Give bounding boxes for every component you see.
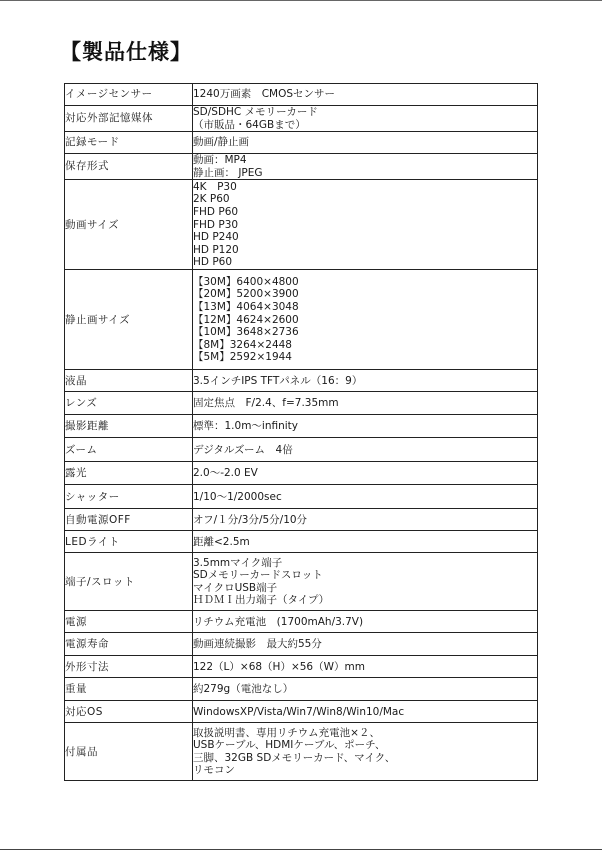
spec-label: 電源 [65,611,193,633]
spec-value-line: 三脚、32GB SDメモリーカード、マイク、 [193,751,396,764]
spec-value [193,84,538,106]
spec-label: レンズ [65,392,193,415]
spec-value [193,509,538,531]
spec-value-line: 約279g（電池なし） [193,683,294,696]
spec-row [65,509,538,531]
spec-value-line: 【10M】3648×2736 [193,326,299,339]
spec-label: 重量 [65,678,193,701]
spec-value-line: FHD P30 [193,218,239,231]
spec-row [65,180,538,270]
spec-value [193,415,538,438]
spec-value-line: 2K P60 [193,193,230,206]
spec-value [193,611,538,633]
spec-label: 対応OS [65,701,193,723]
spec-value [193,531,538,553]
spec-value-line: 3.5インチIPS TFTパネル（16：9） [193,374,363,387]
spec-value-line: 標準：1.0m〜infinity [193,420,299,433]
spec-value-line: 【30M】6400×4800 [193,275,299,288]
bottom-border-line [0,849,602,850]
spec-row [65,485,538,509]
spec-value-line: 固定焦点 F/2.4、f=7.35mm [193,397,339,410]
spec-label: LEDライト [65,531,193,553]
spec-value-line: 1/10〜1/2000sec [193,490,282,503]
spec-row [65,678,538,701]
spec-value-line: 動画連続撮影 最大約55分 [193,638,322,651]
spec-value-line: 静止画： JPEG [193,166,263,179]
spec-value-line: オフ/１分/3分/5分/10分 [193,513,308,526]
spec-value [193,633,538,656]
spec-value [193,180,538,270]
spec-value-line: 【20M】5200×3900 [193,288,299,301]
spec-value-line: 4K P30 [193,180,237,193]
spec-row [65,392,538,415]
spec-value-line: 【13M】4064×3048 [193,300,299,313]
spec-value-line: 動画：MP4 [193,154,247,167]
spec-table [64,83,538,781]
spec-value-line: 距離<2.5m [193,535,250,548]
spec-label: 静止画サイズ [65,270,193,370]
spec-value [193,270,538,370]
spec-value [193,370,538,392]
spec-row [65,553,538,611]
spec-value-line: 1240万画素 CMOSセンサー [193,88,336,101]
spec-value-line: 122（L）×68（H）×56（W）mm [193,660,365,673]
spec-row [65,531,538,553]
spec-value [193,485,538,509]
spec-value-line: ＨＤＭＩ出力端子（タイプ） [193,594,330,607]
spec-value-line: 取扱説明書、専用リチウム充電池×２、 [193,726,380,739]
spec-row [65,270,538,370]
spec-label: 液晶 [65,370,193,392]
top-border-line [0,0,602,1]
spec-row [65,701,538,723]
spec-value-line: FHD P60 [193,205,239,218]
spec-label: 外形寸法 [65,656,193,678]
spec-value [193,392,538,415]
spec-value-line: USBケーブル、HDMIケーブル、ポーチ、 [193,739,386,752]
spec-row [65,633,538,656]
spec-row [65,438,538,462]
spec-value [193,438,538,462]
spec-value [193,462,538,485]
spec-value-line: 動画/静止画 [193,136,250,149]
spec-row [65,106,538,132]
spec-value-line: SDメモリーカードスロット [193,569,323,582]
spec-table-body [65,84,538,781]
spec-row [65,611,538,633]
spec-label: 撮影距離 [65,415,193,438]
spec-value-line: リモコン [193,764,235,777]
spec-row [65,84,538,106]
spec-value-line: HD P120 [193,243,239,256]
spec-row [65,656,538,678]
spec-label: 端子/スロット [65,553,193,611]
spec-row [65,462,538,485]
spec-label: 付属品 [65,723,193,781]
spec-value-line: 【12M】4624×2600 [193,313,299,326]
spec-value [193,723,538,781]
spec-value [193,132,538,154]
spec-row [65,415,538,438]
spec-label: 記録モード [65,132,193,154]
spec-value-line: HD P240 [193,231,239,244]
spec-value-line: 【5M】2592×1944 [193,351,292,364]
spec-value [193,553,538,611]
spec-value [193,656,538,678]
spec-label: シャッター [65,485,193,509]
spec-value-line: （市販品・64GBまで） [193,118,306,131]
spec-value [193,106,538,132]
spec-value-line: SD/SDHC メモリーカード [193,106,318,118]
spec-row [65,723,538,781]
spec-row [65,154,538,180]
spec-value-line: 2.0〜-2.0 EV [193,467,258,480]
spec-label: 露光 [65,462,193,485]
spec-row [65,132,538,154]
spec-label: 動画サイズ [65,180,193,270]
spec-value [193,701,538,723]
spec-row [65,370,538,392]
spec-value [193,678,538,701]
spec-label: 電源寿命 [65,633,193,656]
spec-value [193,154,538,180]
spec-label: イメージセンサー [65,84,193,106]
spec-value-line: リチウム充電池 (1700mAh/3.7V) [193,615,364,628]
spec-label: 自動電源OFF [65,509,193,531]
spec-label: 保存形式 [65,154,193,180]
spec-value-line: デジタルズーム 4倍 [193,443,293,456]
spec-value-line: HD P60 [193,256,233,269]
spec-value-line: 【8M】3264×2448 [193,338,292,351]
spec-value-line: WindowsXP/Vista/Win7/Win8/Win10/Mac [193,705,405,718]
page-title: 【製品仕様】 [60,40,192,64]
spec-label: ズーム [65,438,193,462]
spec-value-line: 3.5mmマイク端子 [193,556,283,569]
spec-value-line: マイクロUSB端子 [193,581,278,594]
spec-label: 対応外部記憶媒体 [65,106,193,132]
